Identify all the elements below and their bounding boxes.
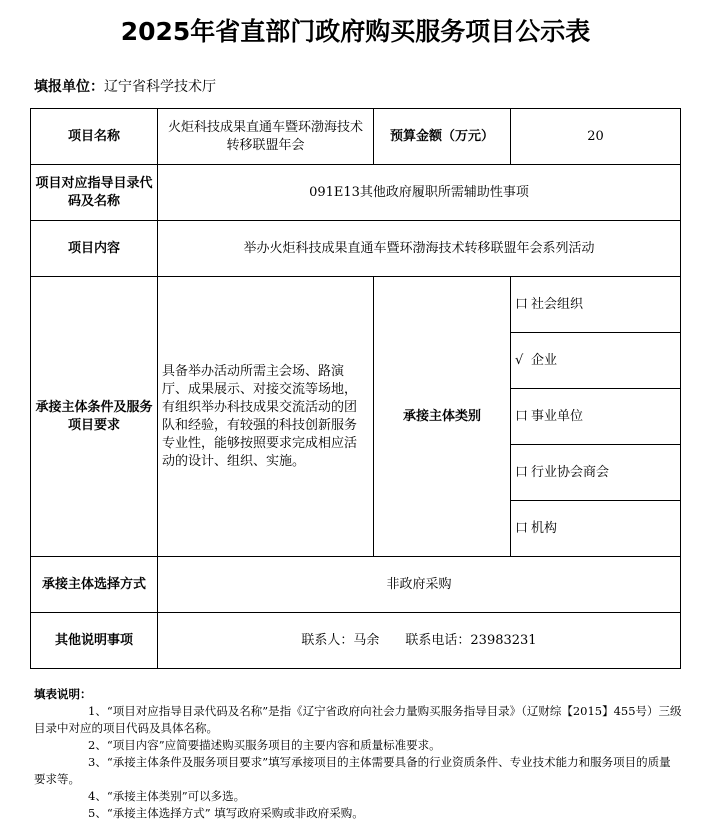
content-label: 项目内容: [31, 221, 158, 277]
reporting-unit-value: 辽宁省科学技术厅: [104, 79, 216, 95]
instructions-header: 填表说明：: [34, 687, 92, 701]
instruction-item: 1、“项目对应指导目录代码及名称”是指《辽宁省政府向社会力量购买服务指导目录》（辽财综【2015】455号）三级目录中对应的项目代码及具体名称。: [34, 704, 682, 735]
category-option-enterprise: [511, 333, 681, 389]
reporting-unit-label: 填报单位：: [34, 79, 104, 95]
instruction-item: 5、“承接主体选择方式” 填写政府采购或非政府采购。: [88, 806, 364, 820]
category-option-label: 行业协会商会: [531, 464, 610, 480]
checkbox-icon: 口: [515, 520, 529, 536]
category-option-label: 机构: [531, 520, 558, 536]
project-table: [30, 108, 681, 669]
category-option-industry-association: [511, 445, 681, 501]
reporting-unit: [34, 76, 216, 96]
budget-value: 20: [511, 109, 681, 165]
category-option-public-institution: [511, 389, 681, 445]
checkbox-icon: 口: [515, 408, 529, 424]
category-option-label: 社会组织: [531, 296, 584, 312]
fill-instructions: [34, 686, 682, 822]
checkbox-icon: 口: [515, 464, 529, 480]
budget-label: 预算金额（万元）: [374, 109, 511, 165]
requirements-value: 具备举办活动所需主会场、路演厅、成果展示、对接交流等场地，有组织举办科技成果交流活动的团队和经验，有较强的科技创新服务专业性，能够按照要求完成相应活动的设计、组织、实施。: [158, 277, 374, 557]
content-value: 举办火炬科技成果直通车暨环渤海技术转移联盟年会系列活动: [158, 221, 681, 277]
catalog-label: 项目对应指导目录代码及名称: [31, 165, 158, 221]
instruction-item: 4、“承接主体类别”可以多选。: [88, 789, 246, 803]
category-label: 承接主体类别: [374, 277, 511, 557]
requirements-label: 承接主体条件及服务项目要求: [31, 277, 158, 557]
catalog-value: 091E13其他政府履职所需辅助性事项: [158, 165, 681, 221]
instruction-item: 2、“项目内容”应简要描述购买服务项目的主要内容和质量标准要求。: [88, 738, 441, 752]
category-option-institution: [511, 501, 681, 557]
checkmark-icon: √: [515, 352, 524, 368]
project-name-value: 火炬科技成果直通车暨环渤海技术转移联盟年会: [158, 109, 374, 165]
project-name-label: 项目名称: [31, 109, 158, 165]
other-label: 其他说明事项: [31, 613, 158, 669]
category-option-social-org: [511, 277, 681, 333]
selection-value: 非政府采购: [158, 557, 681, 613]
selection-label: 承接主体选择方式: [31, 557, 158, 613]
checkbox-icon: 口: [515, 296, 529, 312]
page-title: 2025年省直部门政府购买服务项目公示表: [120, 17, 591, 46]
category-option-label: 事业单位: [531, 408, 584, 424]
category-option-label: 企业: [531, 352, 558, 368]
instruction-item: 3、“承接主体条件及服务项目要求”填写承接项目的主体需要具备的行业资质条件、专业技术能力和服务项目的质量要求等。: [34, 755, 671, 786]
other-value: 联系人：马余 联系电话：23983231: [158, 613, 681, 669]
